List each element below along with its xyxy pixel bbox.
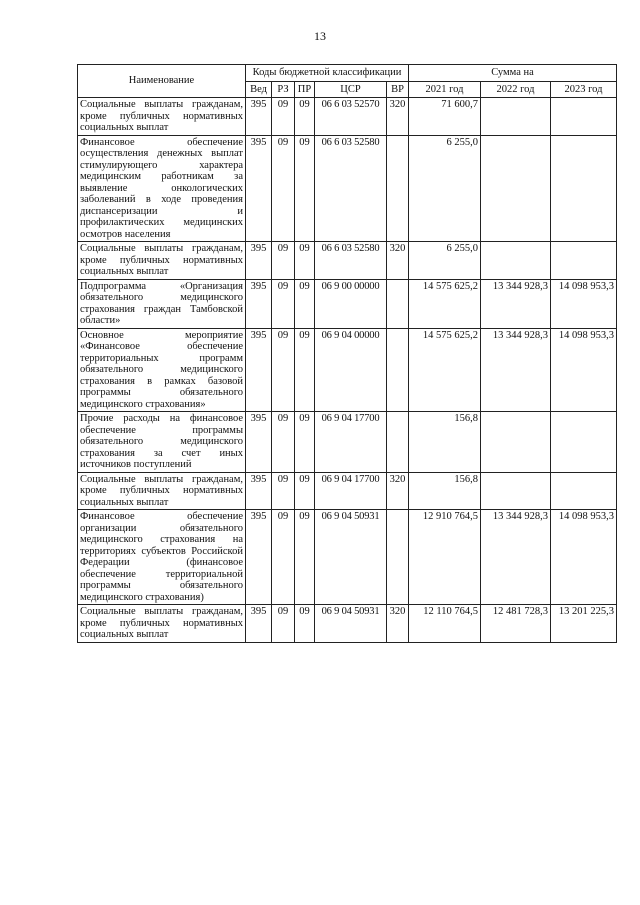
row-ved: 395 (246, 412, 272, 473)
column-header-csr: ЦСР (315, 81, 387, 98)
table-row (78, 279, 617, 328)
row-vr (387, 412, 409, 473)
row-sum-2023: 14 098 953,3 (551, 279, 617, 328)
row-ved: 395 (246, 98, 272, 136)
row-name: Подпрограмма «Организация обязательного медицинского страхования граждан Тамбовской области» (78, 279, 246, 328)
row-sum-2021: 71 600,7 (409, 98, 481, 136)
row-ved: 395 (246, 510, 272, 605)
table-row (78, 412, 617, 473)
column-group-codes: Коды бюджетной классификации (246, 65, 409, 82)
row-sum-2022 (481, 98, 551, 136)
row-ved: 395 (246, 135, 272, 242)
row-csr: 06 6 03 52570 (315, 98, 387, 136)
row-pr: 09 (295, 135, 315, 242)
row-rz: 09 (272, 605, 295, 643)
row-sum-2022 (481, 135, 551, 242)
row-sum-2023 (551, 135, 617, 242)
row-csr: 06 9 00 00000 (315, 279, 387, 328)
column-header-pr: ПР (295, 81, 315, 98)
row-sum-2023 (551, 472, 617, 510)
row-rz: 09 (272, 510, 295, 605)
row-sum-2022: 12 481 728,3 (481, 605, 551, 643)
row-name: Социальные выплаты гражданам, кроме публичных нормативных социальных выплат (78, 605, 246, 643)
row-csr: 06 6 03 52580 (315, 135, 387, 242)
row-name: Социальные выплаты гражданам, кроме публичных нормативных социальных выплат (78, 472, 246, 510)
row-pr: 09 (295, 242, 315, 280)
row-vr (387, 328, 409, 412)
row-sum-2021: 12 910 764,5 (409, 510, 481, 605)
row-sum-2021: 6 255,0 (409, 242, 481, 280)
row-vr: 320 (387, 242, 409, 280)
column-header-rz: РЗ (272, 81, 295, 98)
row-ved: 395 (246, 328, 272, 412)
row-vr (387, 135, 409, 242)
row-vr: 320 (387, 472, 409, 510)
page-number: 13 (314, 29, 326, 43)
column-header-name: Наименование (78, 65, 246, 98)
row-vr: 320 (387, 98, 409, 136)
table-body (78, 98, 617, 643)
column-header-2023: 2023 год (551, 81, 617, 98)
row-csr: 06 9 04 50931 (315, 605, 387, 643)
row-sum-2022 (481, 472, 551, 510)
row-sum-2022 (481, 412, 551, 473)
row-rz: 09 (272, 328, 295, 412)
row-name: Основное мероприятие «Финансовое обеспечение территориальных программ обязательного медицинского страхования в рамках базовой программы обязательного медицинского страхования» (78, 328, 246, 412)
row-csr: 06 9 04 17700 (315, 472, 387, 510)
row-vr: 320 (387, 605, 409, 643)
row-pr: 09 (295, 472, 315, 510)
row-sum-2022: 13 344 928,3 (481, 328, 551, 412)
row-sum-2022 (481, 242, 551, 280)
table-row (78, 605, 617, 643)
column-group-sum: Сумма на (409, 65, 617, 82)
row-vr (387, 279, 409, 328)
row-pr: 09 (295, 98, 315, 136)
row-csr: 06 6 03 52580 (315, 242, 387, 280)
row-pr: 09 (295, 328, 315, 412)
row-vr (387, 510, 409, 605)
column-header-2022: 2022 год (481, 81, 551, 98)
table-row (78, 98, 617, 136)
row-sum-2023 (551, 412, 617, 473)
row-pr: 09 (295, 412, 315, 473)
row-rz: 09 (272, 135, 295, 242)
row-sum-2022: 13 344 928,3 (481, 510, 551, 605)
column-header-ved: Вед (246, 81, 272, 98)
row-csr: 06 9 04 00000 (315, 328, 387, 412)
column-header-2021: 2021 год (409, 81, 481, 98)
row-sum-2023: 13 201 225,3 (551, 605, 617, 643)
column-header-vr: ВР (387, 81, 409, 98)
row-name: Социальные выплаты гражданам, кроме публичных нормативных социальных выплат (78, 98, 246, 136)
row-pr: 09 (295, 605, 315, 643)
table-row (78, 472, 617, 510)
table-row (78, 242, 617, 280)
row-sum-2021: 156,8 (409, 472, 481, 510)
row-name: Социальные выплаты гражданам, кроме публичных нормативных социальных выплат (78, 242, 246, 280)
row-csr: 06 9 04 50931 (315, 510, 387, 605)
table-row (78, 135, 617, 242)
budget-table (77, 64, 617, 643)
row-name: Финансовое обеспечение осуществления денежных выплат стимулирующего характера медицинским работникам за выявление онкологических заболеваний в ходе проведения диспансеризации и профилактических медицинских осмотров населения (78, 135, 246, 242)
table-header (78, 65, 617, 98)
table-row (78, 328, 617, 412)
row-sum-2021: 6 255,0 (409, 135, 481, 242)
row-rz: 09 (272, 279, 295, 328)
row-sum-2022: 13 344 928,3 (481, 279, 551, 328)
row-name: Финансовое обеспечение организации обязательного медицинского страхования на территориях субъектов Российской Федерации (финансовое обеспечение территориальной программы обязательного медицинского страхования) (78, 510, 246, 605)
row-sum-2021: 14 575 625,2 (409, 279, 481, 328)
row-pr: 09 (295, 279, 315, 328)
row-rz: 09 (272, 242, 295, 280)
row-sum-2023 (551, 242, 617, 280)
row-sum-2021: 14 575 625,2 (409, 328, 481, 412)
table-row (78, 510, 617, 605)
row-ved: 395 (246, 472, 272, 510)
row-ved: 395 (246, 279, 272, 328)
row-ved: 395 (246, 605, 272, 643)
row-sum-2023: 14 098 953,3 (551, 510, 617, 605)
row-sum-2023 (551, 98, 617, 136)
row-name: Прочие расходы на финансовое обеспечение программы обязательного медицинского страхования за счет иных источников поступлений (78, 412, 246, 473)
row-sum-2023: 14 098 953,3 (551, 328, 617, 412)
row-rz: 09 (272, 412, 295, 473)
row-sum-2021: 156,8 (409, 412, 481, 473)
row-csr: 06 9 04 17700 (315, 412, 387, 473)
row-rz: 09 (272, 98, 295, 136)
row-sum-2021: 12 110 764,5 (409, 605, 481, 643)
row-rz: 09 (272, 472, 295, 510)
row-pr: 09 (295, 510, 315, 605)
row-ved: 395 (246, 242, 272, 280)
